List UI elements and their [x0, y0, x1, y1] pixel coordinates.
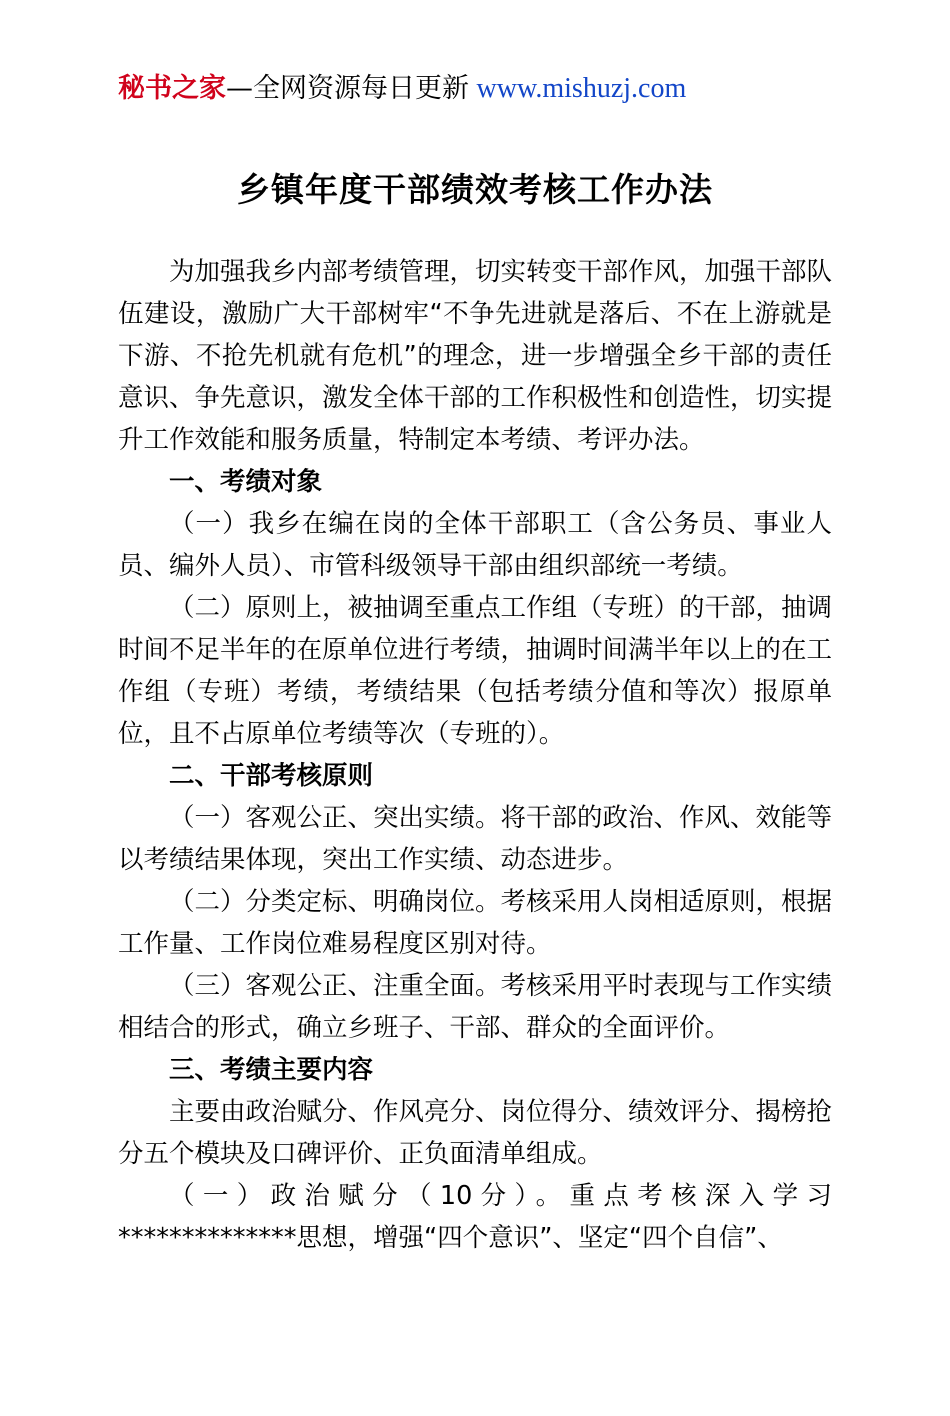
site-tagline: —全网资源每日更新	[226, 73, 469, 104]
site-watermark	[118, 72, 832, 106]
section-heading: 三、考绩主要内容	[169, 1054, 374, 1085]
site-brand: 秘书之家	[118, 73, 226, 104]
site-url: www.mishuzj.com	[476, 73, 687, 104]
paragraph: （二）原则上，被抽调至重点工作组（专班）的干部，抽调时间不足半年的在原单位进行考绩，抽调时间满半年以上的在工作组（专班）考绩，考绩结果（包括考绩分值和等次）报原单位，且不占原单位考绩等次（专班的）。	[118, 592, 833, 749]
paragraph: 为加强我乡内部考绩管理，切实转变干部作风，加强干部队伍建设，激励广大干部树牢“不争先进就是落后、不在上游就是下游、不抢先机就有危机”的理念，进一步增强全乡干部的责任意识、争先意识，激发全体干部的工作积极性和创造性，切实提升工作效能和服务质量，特制定本考绩、考评办法。	[118, 256, 833, 455]
paragraph: （一）客观公正、突出实绩。将干部的政治、作风、效能等以考绩结果体现，突出工作实绩、动态进步。	[118, 802, 833, 875]
paragraph: （二）分类定标、明确岗位。考核采用人岗相适原则，根据工作量、工作岗位难易程度区别对待。	[118, 886, 833, 959]
paragraph: 主要由政治赋分、作风亮分、岗位得分、绩效评分、揭榜抢分五个模块及口碑评价、正负面清单组成。	[118, 1096, 833, 1169]
paragraph: （三）客观公正、注重全面。考核采用平时表现与工作实绩相结合的形式，确立乡班子、干部、群众的全面评价。	[118, 970, 833, 1043]
document-page	[0, 72, 950, 1416]
paragraph: （一）政治赋分（10分）。重点考核深入学习**************思想，增强“四个意识”、坚定“四个自信”、	[118, 1180, 832, 1253]
section-heading: 二、干部考核原则	[169, 760, 374, 791]
section-heading: 一、考绩对象	[169, 466, 323, 497]
paragraph: （一）我乡在编在岗的全体干部职工（含公务员、事业人员、编外人员）、市管科级领导干部由组织部统一考绩。	[118, 508, 832, 581]
page-title: 乡镇年度干部绩效考核工作办法	[237, 169, 713, 209]
document-body	[118, 251, 832, 1259]
